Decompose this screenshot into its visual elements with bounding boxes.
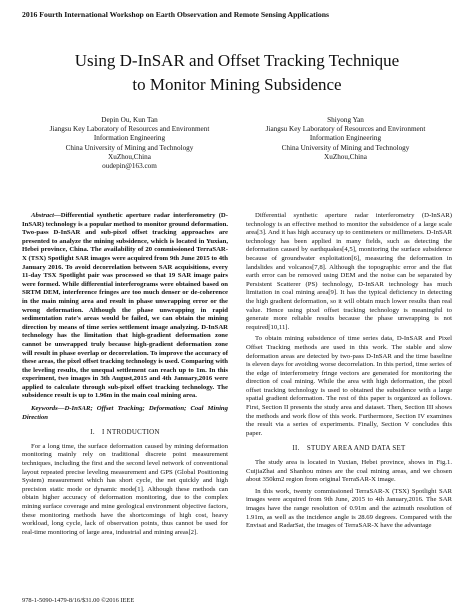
title-line-1: Using D-InSAR and Offset Tracking Technique <box>74 51 400 70</box>
author-affiliation: China University of Mining and Technology <box>65 143 194 152</box>
abstract-lead: Abstract <box>31 212 55 219</box>
conference-header: 2016 Fourth International Workshop on Earth Observation and Remote Sensing Applications <box>22 10 329 19</box>
author-affiliation: Information Engineering <box>309 134 382 143</box>
title-line-2: to Monitor Mining Subsidence <box>132 75 342 94</box>
left-column <box>22 212 228 540</box>
author-name: Depin Ou, Kun Tan <box>101 116 158 124</box>
keywords: Keywords—D-InSAR; Offset Tracking; Deformation; Coal Mining Direction <box>22 405 228 421</box>
abstract-text: —Differential synthetic aperture radar interferometry (D-InSAR) technology is a popular method to monitor ground deformation. Two-pass D-InSAR and sub-pixel offset tracking approaches are presented to analyze the mining subsidence, which is located in Yuxian, Hebei province, China. The availability of 20 commissioned TerraSAR-X (TSX) Spotlight SAR images were acquired from 9th June 2015 to 4th January 2016. To avoid decorrelation between SAR acquisitions, every 11-day TSX Spotlight pair was processed so that 19 SAR image pairs were formed. While differential interferograms were obtained based on SRTM DEM, interference fringes are too much denser or de-coherence in the main mining area and result in phase unwrapping error or the wrong deformation. Although the phase unwrapping in rapid sedimentation rate's areas would be failed, we can obtain the mining direction by means of time series settlement image analyzing. D-InSAR technology has the limitation that high-gradient deformation zone cannot be unwrapped truly because high-gradient deformation zone will result in phase overlap or decorrelation. To improve the accuracy of these areas, the pixel offset tracking technology is used. Comparing with the leveling results, the unequal settlement can reach up to 1m. In this experiment, two images in 3th August,2015 and 4th January,2016 were applied to calculate through sub-pixel offset tracking technology. The subsidence result is up to 1.96m in the main coal mining area. <box>22 212 228 400</box>
author-block-1 <box>22 116 237 171</box>
right-column <box>246 212 452 534</box>
author-name: Shiyong Yan <box>327 116 364 124</box>
section-heading-study-area: II. STUDY AREA AND DATA SET <box>292 445 406 453</box>
author-block-2 <box>238 116 453 162</box>
paragraph-intro-1: For a long time, the surface deformation caused by mining deformation monitoring mainly rely on traditional discrete point measurement techniques, including the first and the second level network of conventional layout repeated precise leveling measurement and GPS (Global Positioning System) measurement which has short cycle, the net quickly and high precision static mode or dynamic mode[1]. Although these methods can obtain higher accuracy of deformation monitoring, due to the complex mining surface coverage and mine geological environment objective factors, these monitoring methods have the shortcomings of high cost, heavy workload, long cycle, lack of observation points, thus cannot be used for real-time monitoring of large area, industrial and mining areas[2]. <box>22 442 228 536</box>
abstract <box>22 212 228 401</box>
author-affiliation: China University of Mining and Technology <box>281 143 410 152</box>
paper-title <box>22 49 452 97</box>
paragraph-intro-2: Differential synthetic aperture radar interferometry (D-InSAR) technology is an effective method to monitor the subsidence of a large scale area[3]. And it has high accuracy up to centimeters or millimeters. D-InSAR technology has been applied in many fields, such as detecting the deformation caused by earthquakes[4,5], monitoring the surface subsidence because of groundwater exploitation[6], measuring the deformation in landslides and volcanos[7,8]. Although the topographic error and the flat earth error can be removed using DEM and the noise can be separated by Persistent Scatterer (PS) technology, D-InSAR technology has much limitation in coal mining area[9]. It has the typical deficiency in detecting the high gradient deformation, so it will obtain much lower results than real value. Hence using pixel offset tracking technology is meaningful to generate more reliable results because the phase unwrapping is not required[10,11]. <box>246 212 452 331</box>
section-heading-introduction: I. I NTRODUCTION <box>90 429 160 437</box>
author-affiliation: Jiangsu Key Laboratory of Resources and Environment <box>265 125 426 134</box>
author-affiliation: Jiangsu Key Laboratory of Resources and Environment <box>49 125 210 134</box>
author-city: XuZhou,China <box>108 152 151 161</box>
paragraph-intro-3: To obtain mining subsidence of time series data, D-InSAR and Pixel Offset Tracking methods are used in this work. The stable and slow deformation areas are detected by two-pass D-InSAR and the time baseline is eleven days for avoiding worse decorrelation. In this period, time series of the edge of interferometry fringe vectors are generated for monitoring the direction of coal mining. While the area with high deformation, the pixel offset tracking technology is used to obtained the subsidence with a large spatial gradient deformation. The rest of this paper is organized as follows. First, Section II presents the study area and dataset. Then, Section III shows the methods and work flow of this work. Furthermore, Section IV examines the result via a series of experiments. Finally, Section V concludes this paper. <box>246 335 452 437</box>
paragraph-study-2: In this work, twenty commissioned TerraSAR-X (TSX) Spotlight SAR images were acquired from 9th June, 2015 to 4th January,2016. The SAR images have the range resolution of 0.91m and the azimuth resolution of 1.91m, as well as the incidence angle is 28.69 degrees. Compared with the Envisat and RadarSat, the images of TerraSAR-X have the advantage <box>246 487 452 530</box>
paragraph-study-1: The study area is located in Yuxian, Hebei province, shows in Fig.1. CuijiaZhai and Shanhou mines are the coal mining areas, and we chosen about 350km2 region from original TerraSAR-X image. <box>246 459 452 484</box>
author-email: oudepin@163.com <box>102 162 157 171</box>
author-affiliation: Information Engineering <box>93 134 166 143</box>
copyright-footer: 978-1-5090-1479-8/16/$31.00 ©2016 IEEE <box>22 597 135 604</box>
author-city: XuZhou,China <box>324 152 367 161</box>
